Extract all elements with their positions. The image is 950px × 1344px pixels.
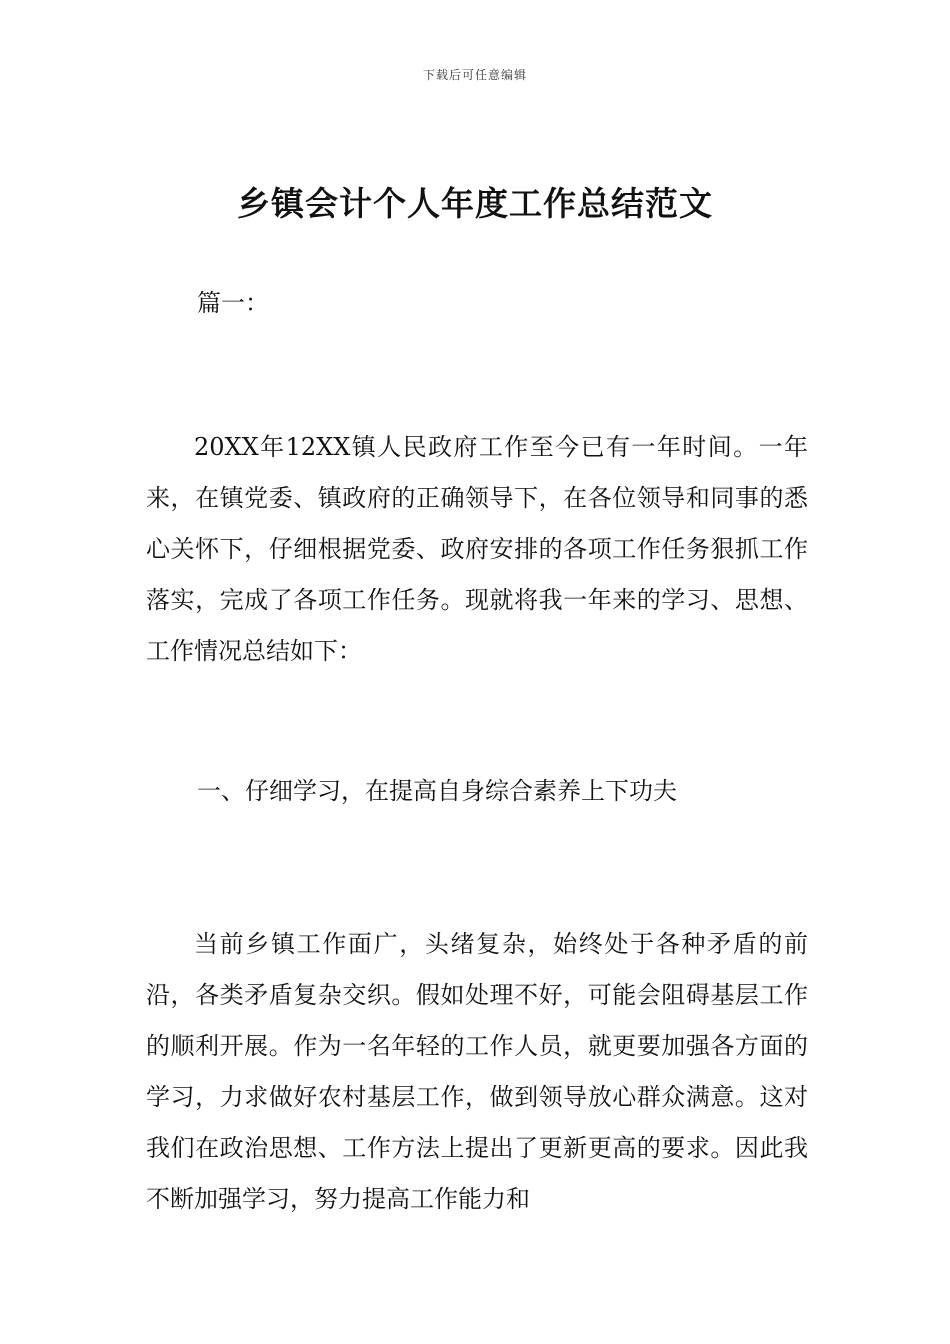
section-label: 篇一： [197, 289, 269, 317]
section-heading-1: 一、仔细学习，在提高自身综合素养上下功夫 [197, 777, 677, 805]
paragraph-intro: 20XX年12XX镇人民政府工作至今已有一年时间。一年来，在镇党委、镇政府的正确领导下，在各位领导和同事的悉心关怀下，仔细根据党委、政府安排的各项工作任务狠抓工作落实，完成了各项工作任务。现就将我一年来的学习、思想、工作情况总结如下： [146, 433, 808, 665]
document-title: 乡镇会计个人年度工作总结范文 [237, 184, 713, 223]
paragraph-study: 当前乡镇工作面广，头绪复杂，始终处于各种矛盾的前沿，各类矛盾复杂交织。假如处理不好，可能会阻碍基层工作的顺利开展。作为一名年轻的工作人员，就更要加强各方面的学习，力求做好农村基层工作，做到领导放心群众满意。这对我们在政治思想、工作方法上提出了更新更高的要求。因此我不断加强学习，努力提高工作能力和 [146, 930, 808, 1213]
header-note: 下载后可任意编辑 [422, 68, 527, 82]
